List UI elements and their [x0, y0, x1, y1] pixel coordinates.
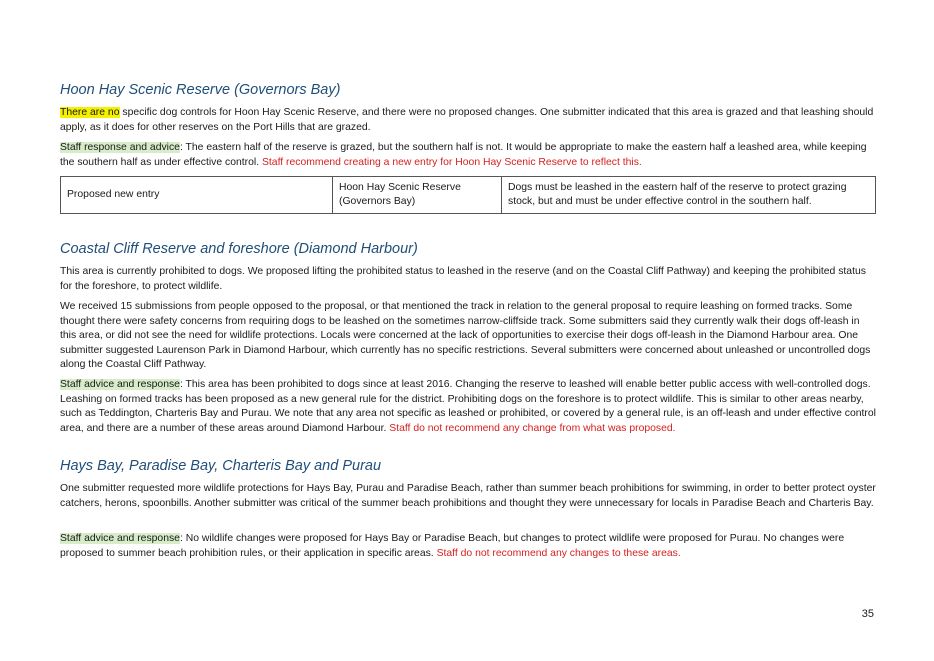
table-cell: Hoon Hay Scenic Reserve (Governors Bay): [333, 177, 502, 214]
hays-bay-staff-paragraph: [60, 532, 876, 561]
coastal-cliff-intro-paragraph: This area is currently prohibited to dogs. We proposed lifting the prohibited status to leashed in the reserve (and on the Coastal Cliff Pathway) and keeping the prohibited status for the foreshore, to protect wildlife.: [60, 266, 866, 292]
staff-recommendation: Staff do not recommend any changes to these areas.: [436, 547, 681, 559]
table-cell: Proposed new entry: [61, 177, 333, 214]
proposed-entry-table: [60, 176, 876, 214]
paragraph-text: : This area has been prohibited to dogs since at least 2016. Changing the reserve to leashed will enable better public access with well-controlled dogs. Leashing on formed tracks has been proposed as a new general rule for the district. Prohibiting dogs on the foreshore is to protect wildlife. This is similar to other areas nearby, such as Teddington, Charteris Bay and Purau. We note that any area not specific as leashed or prohibited, or covered by a general rule, is an off-leash and under effective control area, and there are a number of these areas around Diamond Harbour.: [60, 379, 876, 434]
coastal-cliff-submissions-paragraph: We received 15 submissions from people opposed to the proposal, or that mentioned the track in relation to the general proposal to require leashing on formed tracks. Some thought there were safety concerns from requiring dogs to be leashed on the sometimes narrow-cliffside track. Some submitters said they currently walk their dogs off-leash in this area, or did not see the need for wildlife protections. Locals were concerned at the lack of opportunities to exercise their dogs off-leash in the Diamond Harbour area. One submitter suggested Laurenson Park in Diamond Harbour, which currently has no specific restrictions. Several submitters were concerned about unleashed or uncontrolled dogs along the Coastal Cliff Pathway.: [60, 301, 871, 371]
table-row: [61, 177, 876, 214]
coastal-cliff-staff-paragraph: [60, 378, 876, 436]
paragraph-text: specific dog controls for Hoon Hay Scenic Reserve, and there were no proposed changes. One submitter indicated that this area is grazed and that leashing should apply, as it does for other reserves on the Port Hills that are grazed.: [60, 107, 874, 133]
highlighted-text: There are no: [60, 107, 120, 118]
hoon-hay-staff-paragraph: [60, 141, 876, 170]
staff-label: Staff response and advice: [60, 142, 180, 153]
staff-recommendation: Staff do not recommend any change from what was proposed.: [389, 422, 676, 434]
page-number: 35: [861, 608, 874, 620]
staff-label: Staff advice and response: [60, 533, 180, 544]
section-heading-coastal-cliff: Coastal Cliff Reserve and foreshore (Diamond Harbour): [60, 241, 418, 257]
section-heading-hoon-hay: Hoon Hay Scenic Reserve (Governors Bay): [60, 82, 341, 98]
paragraph-text: : No wildlife changes were proposed for Hays Bay or Paradise Beach, but changes to protect wildlife were proposed for Purau. No changes were proposed to summer beach prohibition rules, or their application in specific areas.: [60, 533, 845, 559]
hoon-hay-intro-paragraph: [60, 106, 876, 135]
paragraph-text: : The eastern half of the reserve is grazed, but the southern half is not. It would be appropriate to make the eastern half a leashed area, while keeping the southern half as under effective control.: [60, 142, 867, 168]
staff-recommendation: Staff recommend creating a new entry for Hoon Hay Scenic Reserve to reflect this.: [261, 156, 642, 168]
hays-bay-intro-paragraph: One submitter requested more wildlife protections for Hays Bay, Purau and Paradise Beach, rather than summer beach prohibitions for swimming, in order to better protect oyster catchers, herons, spoonbills. Another submitter was critical of the summer beach prohibitions and thought they were unnecessary for locals in Paradise Beach and Charteris Bay.: [60, 483, 876, 509]
staff-label: Staff advice and response: [60, 379, 180, 390]
section-heading-hays-bay: Hays Bay, Paradise Bay, Charteris Bay and Purau: [60, 458, 382, 474]
table-cell: Dogs must be leashed in the eastern half of the reserve to protect grazing stock, but and must be under effective control in the southern half.: [502, 177, 876, 214]
